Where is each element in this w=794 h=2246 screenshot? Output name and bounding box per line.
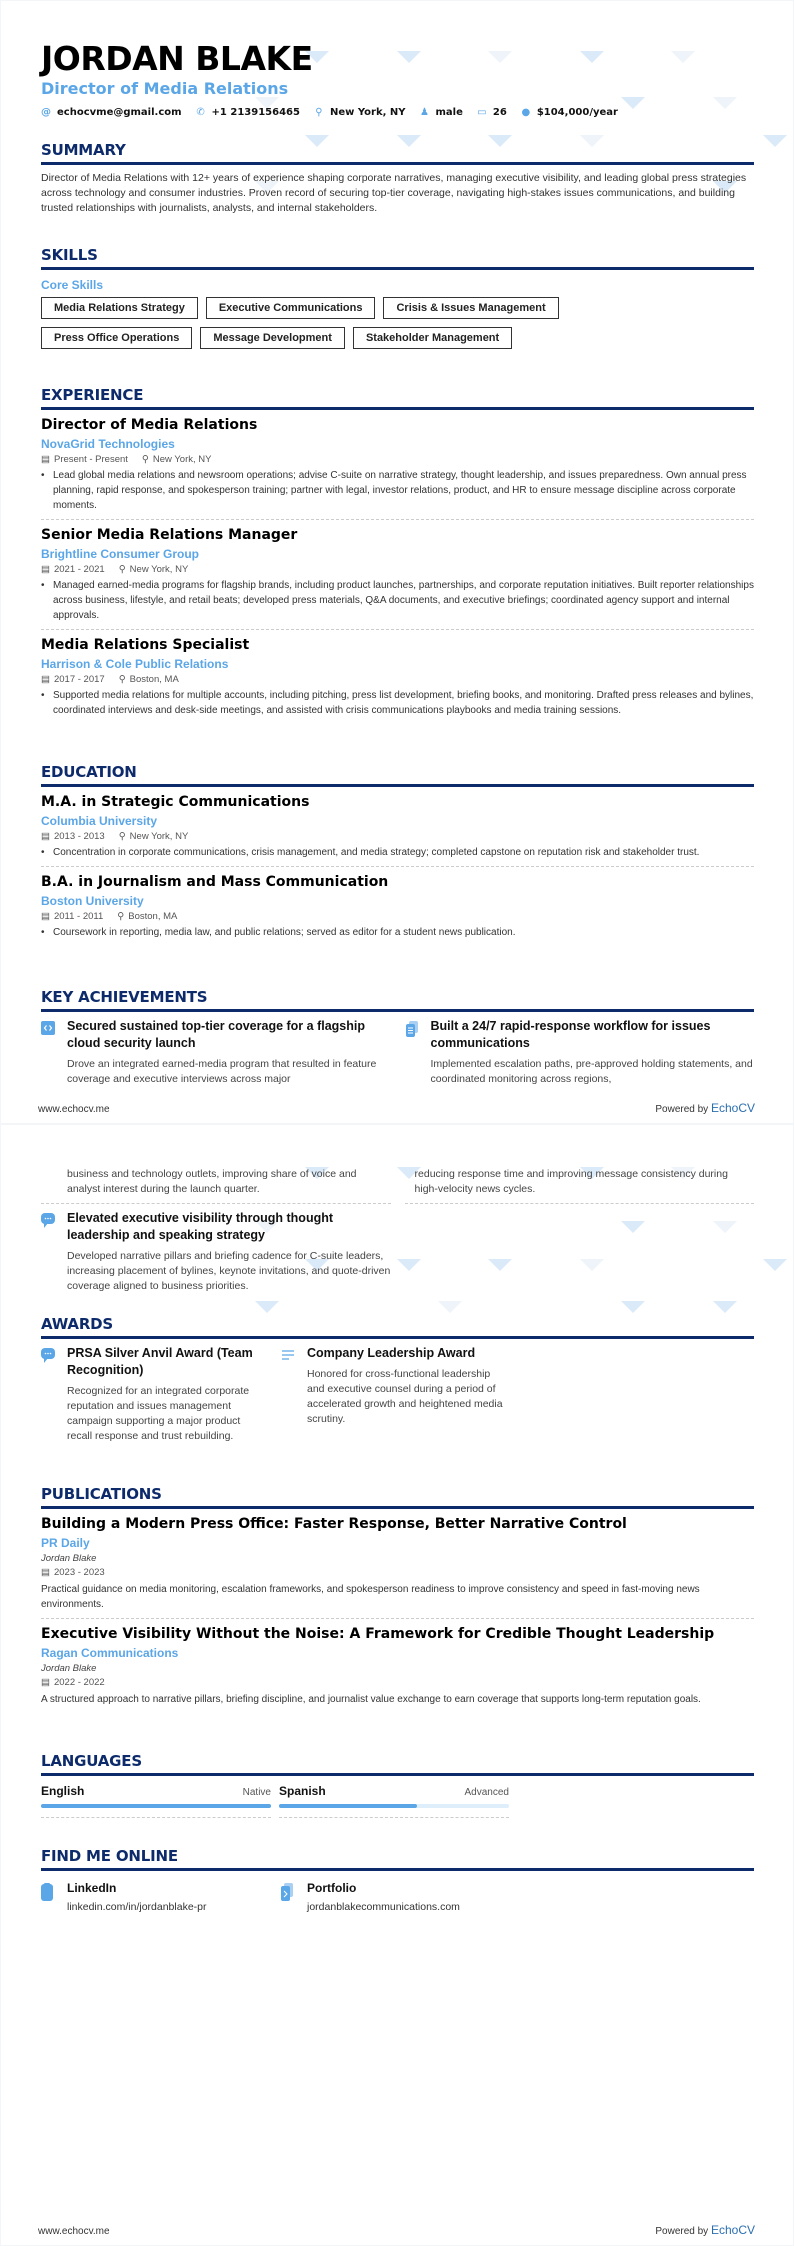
online-label: Portfolio [307,1881,357,1895]
page-footer: www.echocv.me Powered by EchoCV [38,1101,755,1115]
page-footer: www.echocv.me Powered by EchoCV [38,2223,755,2237]
resume-page-1 [1,1,793,1123]
publication-author: Jordan Blake [41,1663,97,1674]
achievement-desc: Developed narrative pillars and briefing cadence for C-suite leaders, increasing placement of bylines, keynote invitations, and quote-driven coverage aligned to business priorities. [67,1250,391,1292]
education-section [41,763,754,946]
contact-gender: ♟ male [420,107,463,118]
section-title: SUMMARY [41,141,754,165]
achievement-item [41,1018,391,1093]
contact-row [41,107,754,118]
achievement-item [405,1018,755,1093]
calendar-icon: ▤ [41,831,50,842]
section-title: PUBLICATIONS [41,1485,754,1509]
skill-chips [41,297,661,349]
language-name: Spanish [279,1784,326,1798]
footer-brand[interactable]: EchoCV [710,1101,755,1115]
location-icon: ⚲ [118,831,126,842]
location-icon: ⚲ [118,564,126,575]
footer-site-link[interactable]: www.echocv.me [38,1104,110,1115]
job-title: Senior Media Relations Manager [41,527,298,543]
online-section [41,1847,754,1913]
awards-section [41,1315,754,1450]
calendar-icon: ▤ [41,564,50,575]
school-name: Boston University [41,894,144,908]
language-level: Native [242,1787,271,1798]
contact-phone[interactable]: ✆ +1 2139156465 [196,107,300,118]
skills-group-title: Core Skills [41,278,104,292]
chat-bubble-icon [41,1348,55,1364]
language-progress-bar [279,1804,509,1808]
achievement-desc: Drove an integrated earned-media program that resulted in feature coverage and executive interviews across major [67,1058,377,1085]
candidate-name: JORDAN BLAKE [41,39,313,78]
publication-author: Jordan Blake [41,1553,97,1564]
experience-entry: Senior Media Relations Manager Brightline Consumer Group ▤ 2021 - 2021 ⚲ New York, NY • Managed earned-media programs for flagship brands, including product launches, partnerships, and corporate reputation initiatives. Built reporter relationships across business, lifestyle, and retail beats; developed press materials, Q&A documents, and executive briefings; coordinated agency support and internal approvals. [41,520,754,630]
experience-section [41,386,754,724]
bullet-icon: • [41,927,45,938]
skill-chip: Stakeholder Management [353,327,512,349]
contact-location: ⚲ New York, NY [315,107,406,118]
location-icon: ⚲ [117,911,125,922]
online-item-linkedin[interactable] [41,1881,253,1913]
publications-section [41,1485,754,1713]
resume-header [41,39,754,118]
award-title: PRSA Silver Anvil Award (Team Recognition) [67,1346,253,1377]
list-lines-icon [281,1348,295,1362]
section-title: SKILLS [41,246,754,270]
job-title: Media Relations Specialist [41,637,250,653]
publication-desc: A structured approach to narrative pillars, briefing discipline, and journalist value exchange to earn coverage that supports long-term reputation goals. [41,1694,701,1705]
achievement-item [41,1210,391,1300]
company-name: Harrison & Cole Public Relations [41,657,229,671]
decor-triangle [255,1301,279,1313]
section-title: EDUCATION [41,763,754,787]
section-title: AWARDS [41,1315,754,1339]
summary-section [41,141,754,216]
experience-entry: Director of Media Relations NovaGrid Technologies ▤ Present - Present ⚲ New York, NY • Lead global media relations and newsroom operations; advise C-suite on narrative strategy, thought leadership, and issues preparedness. Own annual press planning, rapid response, and spokesperson training; partner with legal, investor relations, product, and HR to ensure message discipline across corporate moments. [41,410,754,520]
location-icon: ⚲ [118,674,126,685]
skill-chip: Executive Communications [206,297,376,319]
skills-section [41,246,754,349]
calendar-icon: ▭ [477,107,487,118]
phone-icon: ✆ [196,107,205,118]
at-icon: @ [41,107,51,118]
online-item-portfolio[interactable] [281,1881,493,1913]
contact-email[interactable]: @ echocvme@gmail.com [41,107,182,118]
publisher-name: Ragan Communications [41,1646,179,1660]
language-progress-bar [41,1804,271,1808]
bullet-icon: • [41,580,45,591]
award-item [41,1345,267,1450]
award-desc: Recognized for an integrated corporate reputation and issues management campaign supporting a major product recall response and trust rebuilding. [67,1385,250,1442]
publication-entry: Executive Visibility Without the Noise: A Framework for Credible Thought Leadership Ragan Communications Jordan Blake ▤ 2022 - 2022 A structured approach to narrative pillars, briefing discipline, and journalist value exchange to earn coverage that supports long-term reputation goals. [41,1619,754,1713]
calendar-icon: ▤ [41,1677,50,1688]
bullet-icon: • [41,847,45,858]
calendar-icon: ▤ [41,911,50,922]
language-item [279,1784,509,1818]
footer-brand[interactable]: EchoCV [710,2223,755,2237]
achievements-section [41,988,754,1093]
contact-salary: ● $104,000/year [521,107,618,118]
publication-entry: Building a Modern Press Office: Faster Response, Better Narrative Control PR Daily Jordan Blake ▤ 2023 - 2023 Practical guidance on media monitoring, escalation frameworks, and spokesperson readiness to improve consistency and speed in fast-moving news environments. [41,1509,754,1619]
achievement-title: Elevated executive visibility through thought leadership and speaking strategy [67,1211,334,1242]
language-name: English [41,1784,85,1798]
contact-age: ▭ 26 [477,107,507,118]
decor-triangle [438,1301,462,1313]
publication-title: Executive Visibility Without the Noise: A Framework for Credible Thought Leadership [41,1626,715,1642]
achievements-continued [41,1167,754,1300]
education-entry: M.A. in Strategic Communications Columbia University ▤ 2013 - 2013 ⚲ New York, NY • Concentration in corporate communications, crisis management, and media strategy; completed capstone on reputation risk and stakeholder trust. [41,787,754,867]
degree-title: B.A. in Journalism and Mass Communication [41,874,389,890]
school-name: Columbia University [41,814,158,828]
award-item [281,1345,507,1450]
language-level: Advanced [464,1787,509,1798]
decor-triangle [763,135,787,147]
decor-triangle [713,1301,737,1313]
section-title: LANGUAGES [41,1752,754,1776]
job-title: Director of Media Relations [41,417,258,433]
language-item [41,1784,271,1818]
experience-entry: Media Relations Specialist Harrison & Cole Public Relations ▤ 2017 - 2017 ⚲ Boston, MA • Supported media relations for multiple accounts, including pitching, press list development, briefing books, and monitoring. Drafted press releases and bylines, coordinated interviews and desk-side meetings, and assisted with crisis communications playbooks and media training sessions. [41,637,754,716]
section-title: EXPERIENCE [41,386,754,410]
documents-icon [405,1021,419,1037]
achievement-desc: business and technology outlets, improving share of voice and analyst interest during the launch quarter. [67,1168,357,1195]
linkedin-icon [41,1883,53,1901]
company-name: Brightline Consumer Group [41,547,200,561]
portfolio-icon [281,1883,293,1901]
calendar-icon: ▤ [41,454,50,465]
award-desc: Honored for cross-functional leadership and executive counsel during a period of accelerated growth and heightened media scrutiny. [307,1368,503,1425]
decor-triangle [621,1301,645,1313]
location-icon: ⚲ [315,107,323,118]
skill-chip: Press Office Operations [41,327,192,349]
decor-triangle [763,1259,787,1271]
summary-text: Director of Media Relations with 12+ years of experience shaping corporate narratives, managing executive visibility, and leading global press strategies across technology and consumer industries. Proven record of securing top-tier coverage, navigating high-stakes issues communications, and building trusted relationships with journalists, analysts, and internal stakeholders. [41,172,747,214]
online-label: LinkedIn [67,1881,117,1895]
section-title: FIND ME ONLINE [41,1847,754,1871]
company-name: NovaGrid Technologies [41,437,175,451]
skill-chip: Crisis & Issues Management [383,297,558,319]
achievement-title: Secured sustained top-tier coverage for a flagship cloud security launch [67,1019,365,1050]
chat-bubble-icon [41,1213,55,1229]
achievement-desc: reducing response time and improving message consistency during high-velocity news cycles. [414,1168,728,1195]
skill-chip: Message Development [200,327,345,349]
languages-section [41,1752,754,1818]
resume-page-2 [1,1125,793,2245]
calendar-icon: ▤ [41,1567,50,1578]
publication-title: Building a Modern Press Office: Faster Response, Better Narrative Control [41,1516,627,1532]
person-icon: ♟ [420,107,429,118]
salary-icon: ● [521,107,531,118]
achievement-desc: Implemented escalation paths, pre-approved holding statements, and coordinated monitoring across regions, [430,1058,753,1085]
degree-title: M.A. in Strategic Communications [41,794,310,810]
online-link[interactable]: jordanblakecommunications.com [307,1901,460,1913]
education-entry: B.A. in Journalism and Mass Communication Boston University ▤ 2011 - 2011 ⚲ Boston, MA • Coursework in reporting, media law, and public relations; served as editor for a student news publication. [41,867,754,946]
location-icon: ⚲ [141,454,149,465]
calendar-icon: ▤ [41,674,50,685]
bullet-icon: • [41,470,45,481]
bullet-icon: • [41,690,45,701]
section-title: KEY ACHIEVEMENTS [41,988,754,1012]
skill-chip: Media Relations Strategy [41,297,198,319]
achievement-title: Built a 24/7 rapid-response workflow for issues communications [430,1019,711,1050]
footer-site-link[interactable]: www.echocv.me [38,2226,110,2237]
publication-desc: Practical guidance on media monitoring, escalation frameworks, and spokesperson readiness to improve consistency and speed in fast-moving news environments. [41,1584,700,1610]
publisher-name: PR Daily [41,1536,90,1550]
code-icon [41,1021,55,1035]
award-title: Company Leadership Award [307,1346,476,1360]
candidate-role: Director of Media Relations [41,79,289,98]
online-link[interactable]: linkedin.com/in/jordanblake-pr [67,1901,207,1913]
